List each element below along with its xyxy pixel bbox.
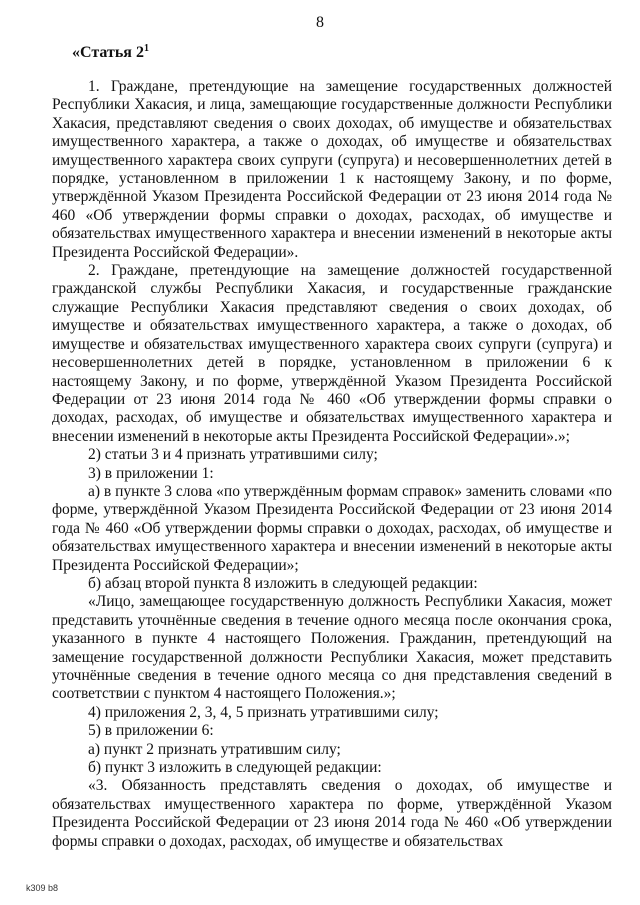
page-number: 8 xyxy=(316,14,324,31)
paragraph: 1. Граждане, претендующие на замещение государственных должностей Республики Хакасия, и лица, замещающие государственные должности Республики Хакасия, представляют сведения о своих доходах, об имуществе и обязательствах имущественного характера, а также о доходах, об имуществе и обязательствах имущественного характера своих супруги (супруга) и несовершеннолетних детей в порядке, установленном в приложении 1 к настоящему Закону, и по форме, утверждённой Указом Президента Российской Федерации от 23 июня 2014 года № 460 «Об утверждении формы справки о доходах, расходах, об имуществе и обязательствах имущественного характера и внесении изменений в некоторые акты Президента Российской Федерации». xyxy=(52,78,612,261)
article-body xyxy=(52,78,612,851)
paragraph: 2) статьи 3 и 4 признать утратившими силу; xyxy=(88,446,378,464)
paragraph: а) пункт 2 признать утратившим силу; xyxy=(88,740,341,758)
paragraph: 2. Граждане, претендующие на замещение должностей государственной гражданской службы Республики Хакасия, и государственные гражданские служащие Республики Хакасия представляют сведения о своих доходах, об имуществе и обязательствах имущественного характера, а также о доходах, об имуществе и обязательствах имущественного характера своих супруги (супруга) и несовершеннолетних детей в порядке, установленном в приложении 6 к настоящему Закону, и по форме, утверждённой Указом Президента Российской Федерации от 23 июня 2014 года № 460 «Об утверждении формы справки о доходах, расходах, об имуществе и обязательствах имущественного характера и внесении изменений в некоторые акты Президента Российской Федерации».»; xyxy=(52,262,612,445)
article-heading xyxy=(72,43,149,62)
paragraph: 3) в приложении 1: xyxy=(88,464,214,482)
article-heading-text: «Статья 2 xyxy=(72,44,144,61)
paragraph: «Лицо, замещающее государственную должность Республики Хакасия, может представить уточнённые сведения в течение одного месяца после окончания срока, указанного в пункте 4 настоящего Положения. Гражданин, претендующий на замещение государственной должности Республики Хакасия, может представить уточнённые сведения в течение одного месяца со дня представления сведений в соответствии с пунктом 4 настоящего Положения.»; xyxy=(52,593,612,703)
paragraph: а) в пункте 3 слова «по утверждённым формам справок» заменить словами «по форме, утверждённой Указом Президента Российской Федерации от 23 июня 2014 года № 460 «Об утверждении формы справки о доходах, расходах, об имуществе и обязательствах имущественного характера и внесении изменений в некоторые акты Президента Российской Федерации»; xyxy=(52,482,613,574)
paragraph: «3. Обязанность представлять сведения о доходах, об имуществе и обязательствах имущественного характера по форме, утверждённой Указом Президента Российской Федерации от 23 июня 2014 года № 460 «Об утверждении формы справки о доходах, расходах, об имуществе и обязательствах xyxy=(52,777,612,850)
document-code: k309 b8 xyxy=(26,883,59,893)
paragraph: 5) в приложении 6: xyxy=(88,722,214,740)
article-heading-superscript: 1 xyxy=(143,43,149,54)
paragraph: б) абзац второй пункта 8 изложить в следующей редакции: xyxy=(88,574,478,592)
paragraph: 4) приложения 2, 3, 4, 5 признать утратившими силу; xyxy=(88,703,439,721)
paragraph: б) пункт 3 изложить в следующей редакции: xyxy=(88,759,382,777)
